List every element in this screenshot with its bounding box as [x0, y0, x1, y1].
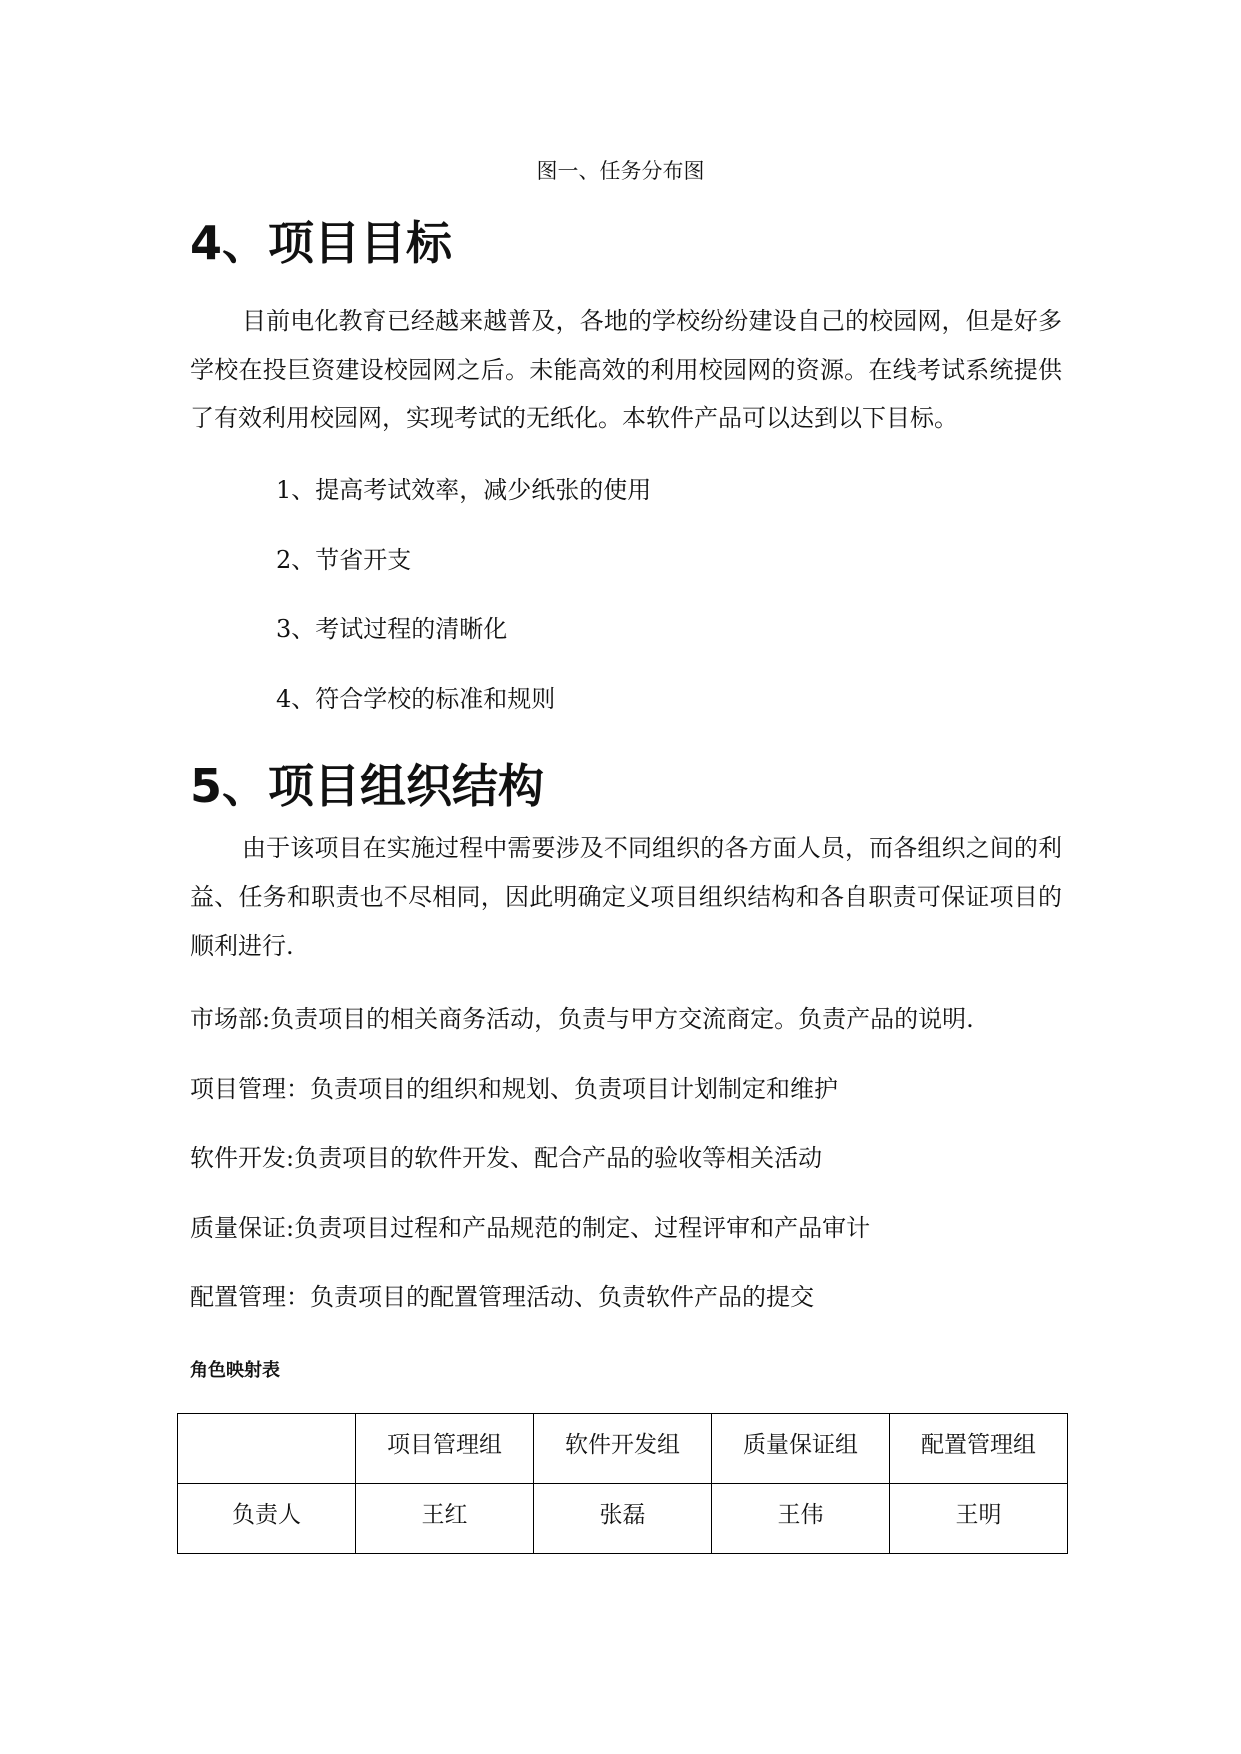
figure-caption: 图一、任务分布图: [536, 159, 705, 183]
goal-item: 2、节省开支: [276, 546, 412, 574]
table-header-cell: 软件开发组: [534, 1414, 712, 1484]
table-cell: 王红: [356, 1484, 534, 1554]
goal-item: 4、符合学校的标准和规则: [276, 685, 556, 713]
role-description: 项目管理：负责项目的组织和规划、负责项目计划制定和维护: [190, 1075, 838, 1103]
table-row: [178, 1484, 1068, 1554]
role-description: 质量保证:负责项目过程和产品规范的制定、过程评审和产品审计: [190, 1214, 871, 1242]
role-mapping-table: [177, 1413, 1068, 1554]
table-cell: 张磊: [534, 1484, 712, 1554]
goals-paragraph: 目前电化教育已经越来越普及，各地的学校纷纷建设自己的校园网，但是好多学校在投巨资建设校园网之后。未能高效的利用校园网的资源。在线考试系统提供了有效利用校园网，实现考试的无纸化。本软件产品可以达到以下目标。: [190, 307, 1062, 432]
role-description: 市场部:负责项目的相关商务活动，负责与甲方交流商定。负责产品的说明.: [190, 1005, 974, 1033]
section-heading-project-goals: 4、项目目标: [190, 216, 453, 270]
role-description: 软件开发:负责项目的软件开发、配合产品的验收等相关活动: [190, 1144, 823, 1172]
org-paragraph: 由于该项目在实施过程中需要涉及不同组织的各方面人员，而各组织之间的利益、任务和职责也不尽相同，因此明确定义项目组织结构和各自职责可保证项目的顺利进行.: [190, 834, 1062, 960]
table-header-cell: 项目管理组: [356, 1414, 534, 1484]
table-cell: 负责人: [178, 1484, 356, 1554]
goal-item: 3、考试过程的清晰化: [276, 615, 508, 643]
table-cell: 王伟: [712, 1484, 890, 1554]
table-header-cell: [178, 1414, 356, 1484]
table-header-cell: 质量保证组: [712, 1414, 890, 1484]
goal-item: 1、提高考试效率，减少纸张的使用: [276, 476, 652, 504]
table-header-row: [178, 1414, 1068, 1484]
section-heading-org-structure: 5、项目组织结构: [190, 759, 545, 813]
table-caption: 角色映射表: [190, 1360, 280, 1381]
table-cell: 王明: [890, 1484, 1068, 1554]
table-header-cell: 配置管理组: [890, 1414, 1068, 1484]
role-description: 配置管理：负责项目的配置管理活动、负责软件产品的提交: [190, 1283, 814, 1311]
